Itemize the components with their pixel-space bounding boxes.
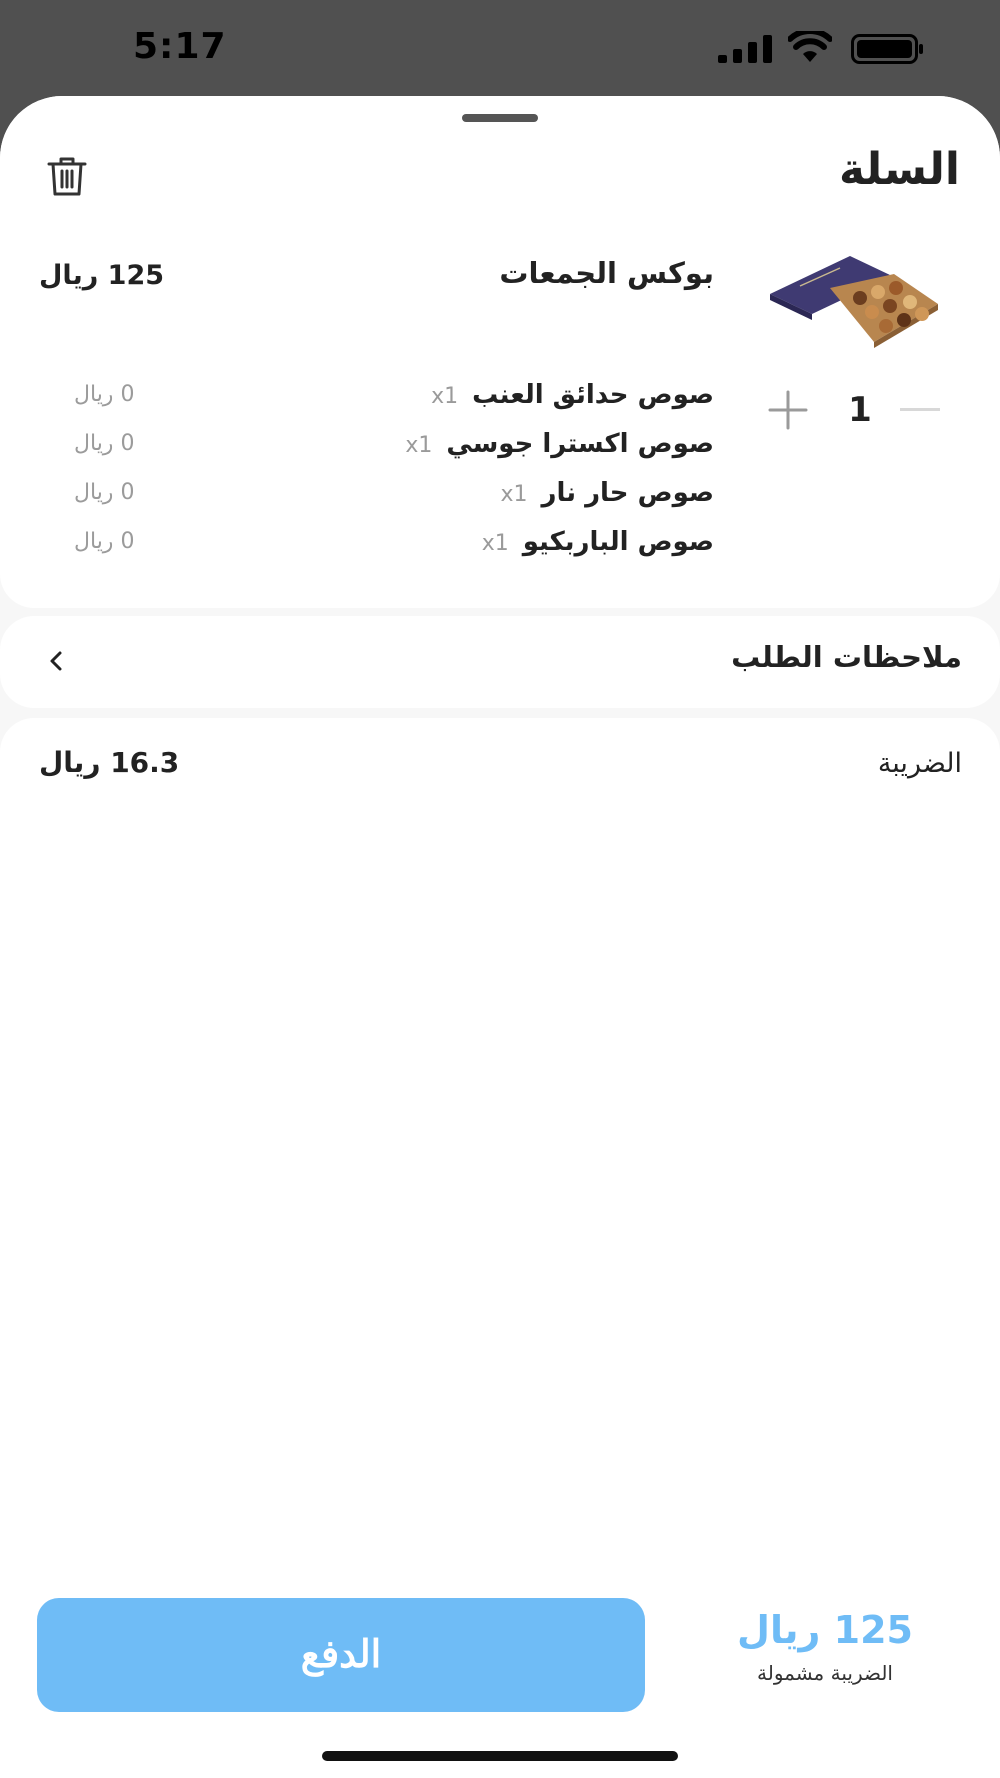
option-name bbox=[482, 527, 714, 557]
option-qty: x1 bbox=[500, 482, 528, 507]
cart-sheet bbox=[0, 96, 1000, 1778]
option-name bbox=[501, 478, 715, 508]
option-qty: x1 bbox=[431, 384, 459, 409]
product-name: بوكس الجمعات bbox=[499, 256, 714, 290]
page-title: السلة bbox=[838, 144, 960, 195]
option-label: صوص اكسترا جوسي bbox=[446, 429, 714, 459]
wifi-icon bbox=[788, 31, 832, 63]
plus-icon[interactable] bbox=[760, 382, 816, 438]
tax-row bbox=[0, 718, 1000, 836]
order-notes-label: ملاحظات الطلب bbox=[731, 640, 962, 674]
list-item bbox=[74, 478, 714, 518]
option-price: 0 ريال bbox=[74, 431, 135, 456]
option-price: 0 ريال bbox=[74, 529, 135, 554]
minus-icon[interactable] bbox=[900, 408, 940, 411]
option-qty: x1 bbox=[481, 531, 509, 556]
sheet-handle[interactable] bbox=[462, 114, 538, 122]
list-item bbox=[74, 527, 714, 567]
signal-icon bbox=[718, 35, 774, 63]
status-time: 5:17 bbox=[133, 26, 227, 67]
option-price: 0 ريال bbox=[74, 382, 135, 407]
option-price: 0 ريال bbox=[74, 480, 135, 505]
product-box-image bbox=[770, 246, 940, 358]
list-item bbox=[74, 380, 714, 420]
order-notes-row[interactable] bbox=[0, 616, 1000, 708]
chevron-left-icon bbox=[48, 650, 64, 672]
home-indicator bbox=[322, 1751, 678, 1761]
battery-icon bbox=[851, 34, 925, 64]
option-label: صوص الباربكيو bbox=[522, 527, 714, 557]
cart-card bbox=[0, 96, 1000, 608]
option-label: صوص حدائق العنب bbox=[472, 380, 714, 410]
tax-label: الضريبة bbox=[877, 748, 962, 779]
option-label: صوص حار نار bbox=[541, 478, 714, 508]
total-amount: 125 ريال bbox=[737, 1608, 913, 1652]
product-price: 125 ريال bbox=[39, 260, 165, 291]
list-item bbox=[74, 429, 714, 469]
quantity-value: 1 bbox=[848, 390, 872, 430]
option-name bbox=[431, 380, 714, 410]
status-bar bbox=[0, 0, 1000, 96]
tax-included-note: الضريبة مشمولة bbox=[757, 1661, 893, 1685]
quantity-stepper bbox=[760, 382, 950, 438]
tax-value: 16.3 ريال bbox=[39, 746, 180, 779]
pay-button[interactable]: الدفع bbox=[37, 1598, 645, 1712]
trash-icon[interactable] bbox=[45, 154, 89, 198]
option-name bbox=[405, 429, 714, 459]
option-qty: x1 bbox=[405, 433, 433, 458]
